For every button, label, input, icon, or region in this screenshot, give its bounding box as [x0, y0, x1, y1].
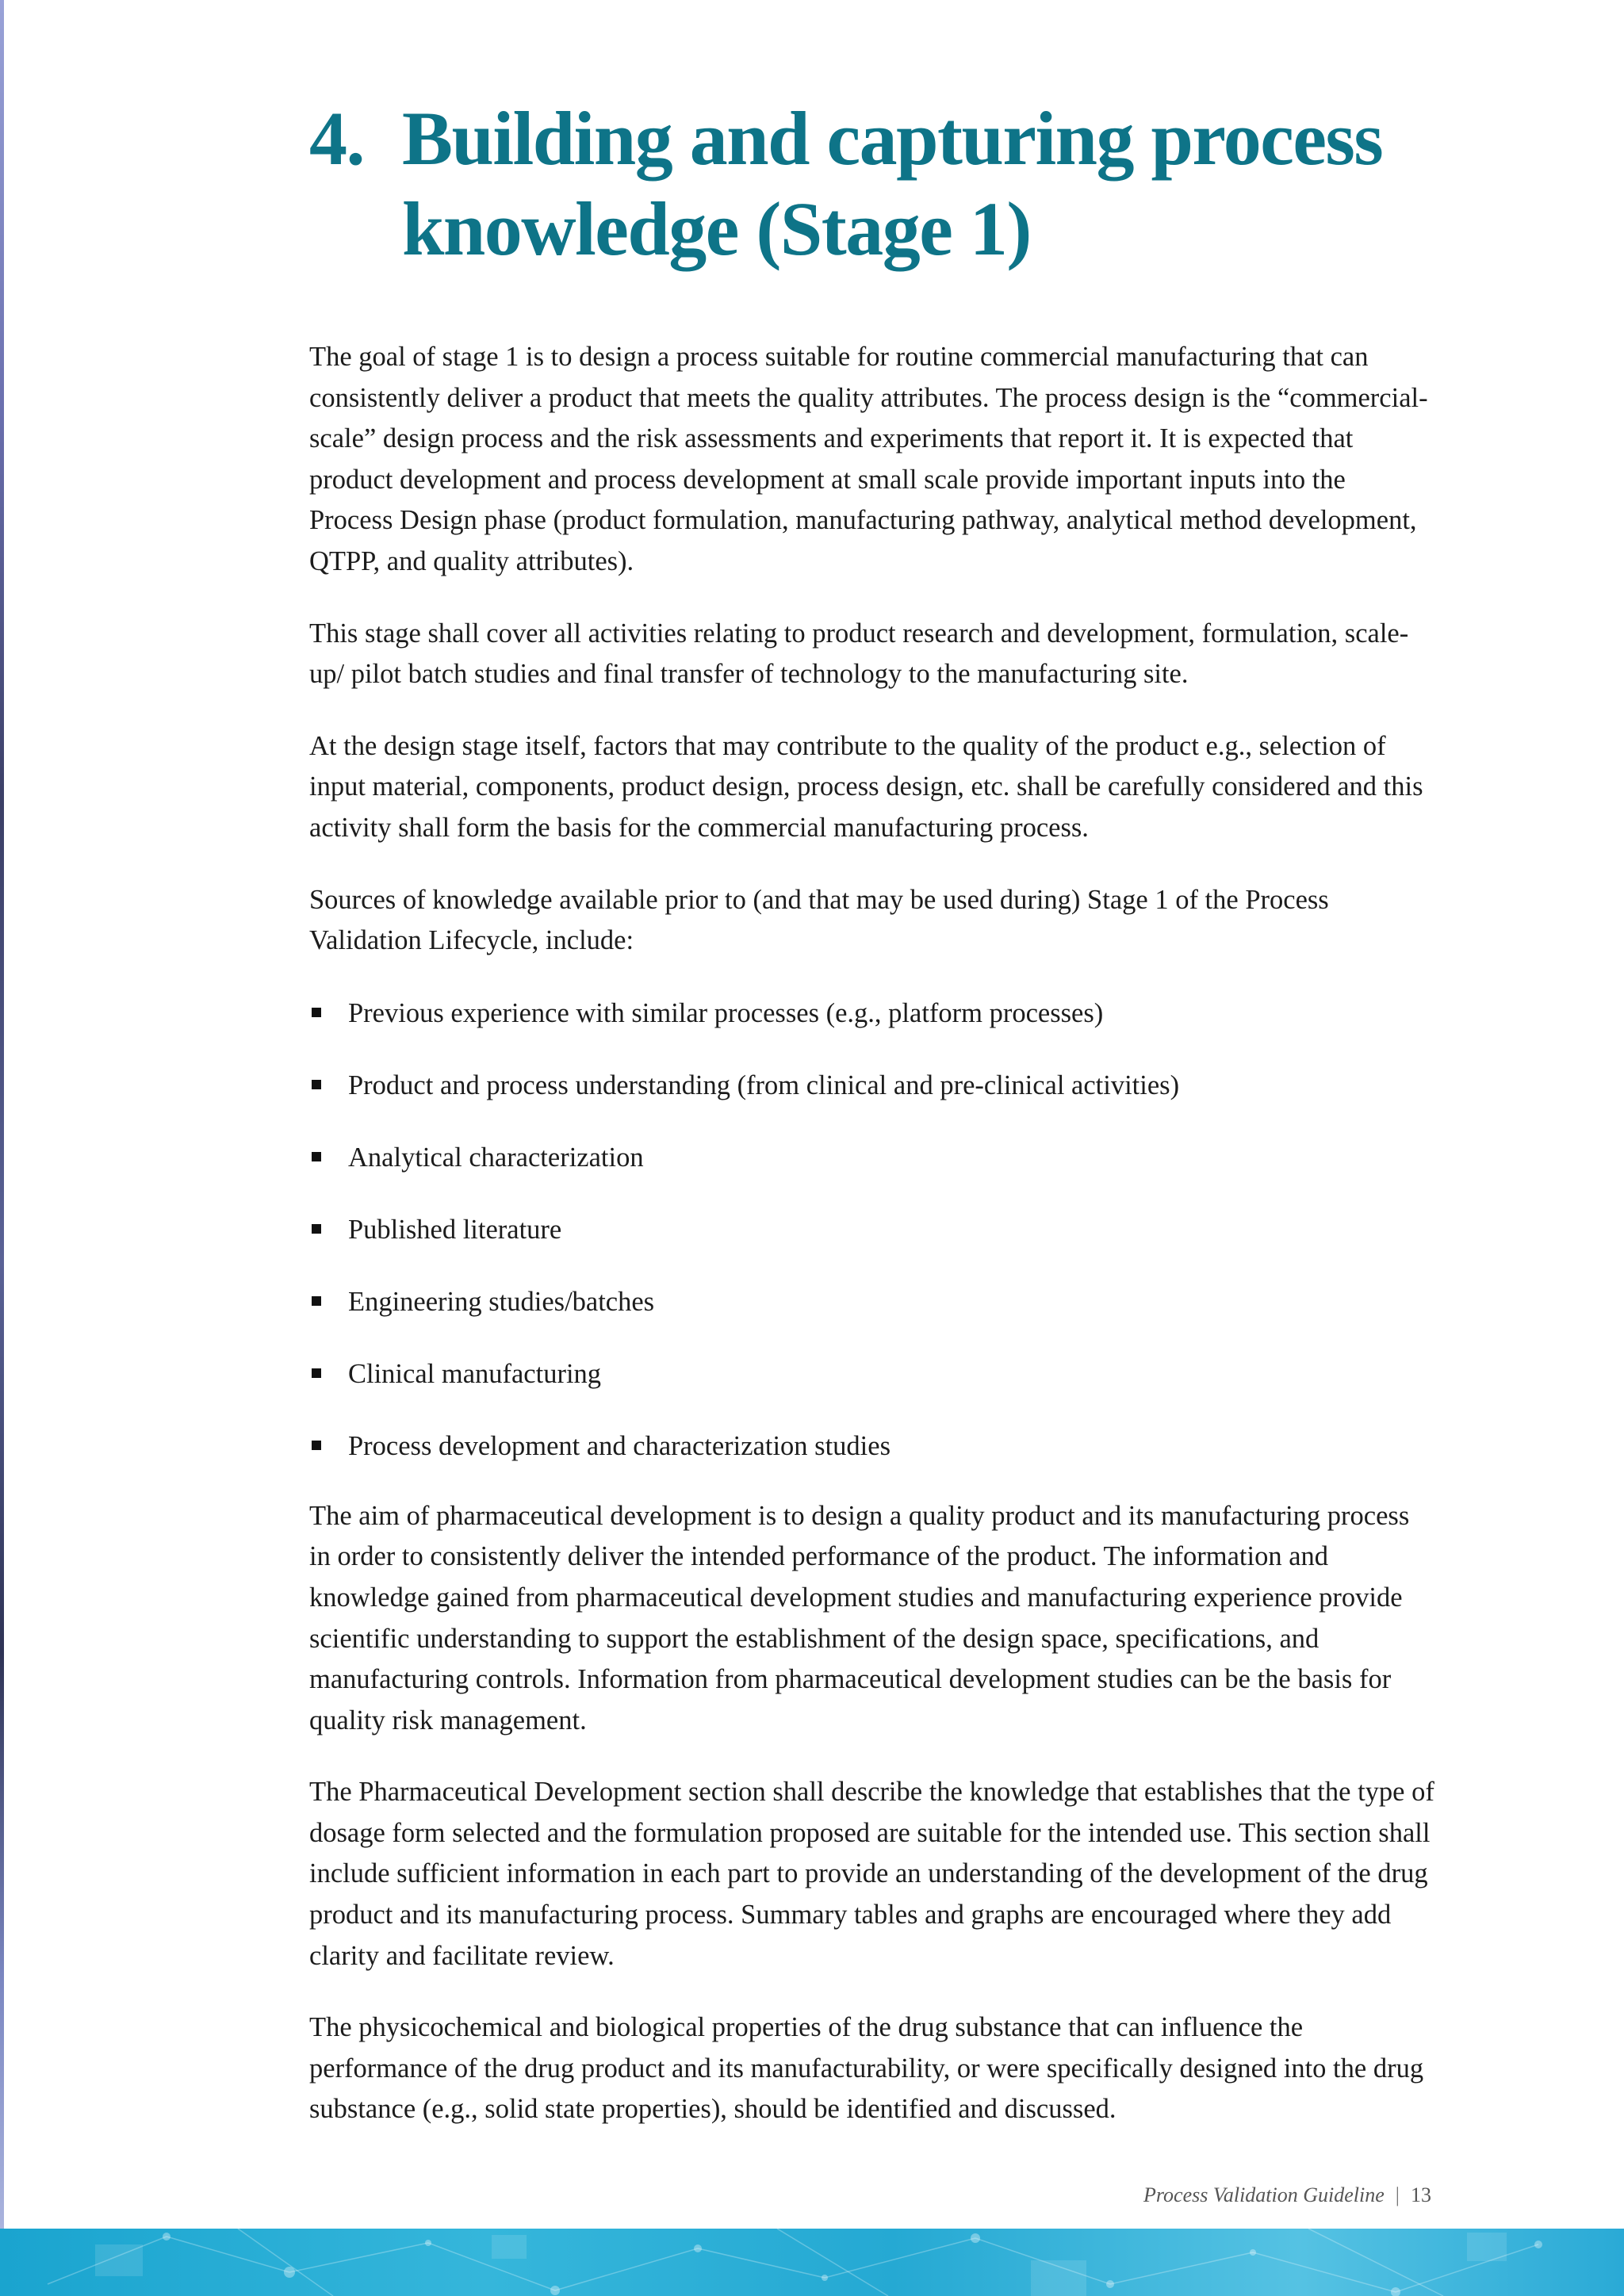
paragraph-design-factors: At the design stage itself, factors that may contribute to the quality of the product e.g., selection of input material, components, product design, process design, etc. shall be carefully considered and this activity shall form the basis for the commercial manufacturing process.	[309, 730, 1423, 843]
page-footer	[1143, 2183, 1431, 2207]
page-edge-strip	[0, 0, 4, 2296]
list-item	[309, 1281, 1435, 1322]
square-bullet-icon	[312, 1224, 321, 1234]
square-bullet-icon	[312, 1008, 321, 1017]
list-item	[309, 993, 1435, 1034]
list-item-text: Clinical manufacturing	[348, 1358, 602, 1389]
paragraph-knowledge-sources-intro: Sources of knowledge available prior to (and that may be used during) Stage 1 of the Process Validation Lifecycle, include:	[309, 884, 1329, 956]
chapter-title: Building and capturing process knowledge (Stage 1)	[402, 96, 1383, 271]
list-item-text: Previous experience with similar processes (e.g., platform processes)	[348, 997, 1104, 1028]
list-item-text: Process development and characterization studies	[348, 1430, 891, 1461]
list-item	[309, 1353, 1435, 1395]
list-item-text: Engineering studies/batches	[348, 1286, 655, 1317]
paragraph-drug-substance-properties: The physicochemical and biological properties of the drug substance that can influence the performance of the drug product and its manufacturability, or were specifically designed into the drug substance (e.g., solid state properties), should be identified and discussed.	[309, 2012, 1424, 2125]
square-bullet-icon	[312, 1441, 321, 1450]
chapter-heading	[309, 94, 1435, 274]
footer-separator: |	[1395, 2183, 1400, 2206]
chapter-number: 4.	[309, 96, 364, 181]
square-bullet-icon	[312, 1368, 321, 1378]
list-item	[309, 1425, 1435, 1467]
paragraph-stage-scope: This stage shall cover all activities relating to product research and development, formulation, scale-up/ pilot batch studies and final transfer of technology to the manufacturing site.	[309, 618, 1409, 690]
paragraph-pharma-development-aim: The aim of pharmaceutical development is to design a quality product and its manufacturing process in order to consistently deliver the intended performance of the product. The information and knowledge gained from pharmaceutical development studies and manufacturing experience provide scientific understanding to support the establishment of the design space, specifications, and manufacturing controls. Information from pharmaceutical development studies can be the basis for quality risk management.	[309, 1500, 1410, 1735]
footer-decorative-band	[0, 2229, 1624, 2296]
square-bullet-icon	[312, 1080, 321, 1089]
list-item-text: Product and process understanding (from clinical and pre-clinical activities)	[348, 1070, 1180, 1100]
paragraph-stage-goal: The goal of stage 1 is to design a process suitable for routine commercial manufacturing that can consistently deliver a product that meets the quality attributes. The process design is the “commercial-scale” design process and the risk assessments and experiments that report it. It is expected that product development and process development at small scale provide important inputs into the Process Design phase (product formulation, manufacturing pathway, analytical method development, QTPP, and quality attributes).	[309, 342, 1428, 576]
footer-document-title: Process Validation Guideline	[1143, 2183, 1385, 2206]
list-item-text: Published literature	[348, 1214, 562, 1245]
list-item	[309, 1137, 1435, 1178]
list-item	[309, 1209, 1435, 1250]
list-item-text: Analytical characterization	[348, 1142, 644, 1173]
square-bullet-icon	[312, 1296, 321, 1306]
list-item	[309, 1065, 1435, 1106]
network-pattern-graphic	[0, 2229, 1624, 2296]
knowledge-sources-list	[309, 993, 1435, 1467]
page-number: 13	[1411, 2183, 1431, 2206]
body-text	[309, 337, 1435, 2161]
paragraph-pharma-development-section: The Pharmaceutical Development section shall describe the knowledge that establishes that the type of dosage form selected and the formulation proposed are suitable for the intended use. This section shall include sufficient information in each part to provide an understanding of the development of the drug product and its manufacturing process. Summary tables and graphs are encouraged where they add clarity and facilitate review.	[309, 1777, 1434, 1971]
square-bullet-icon	[312, 1152, 321, 1161]
